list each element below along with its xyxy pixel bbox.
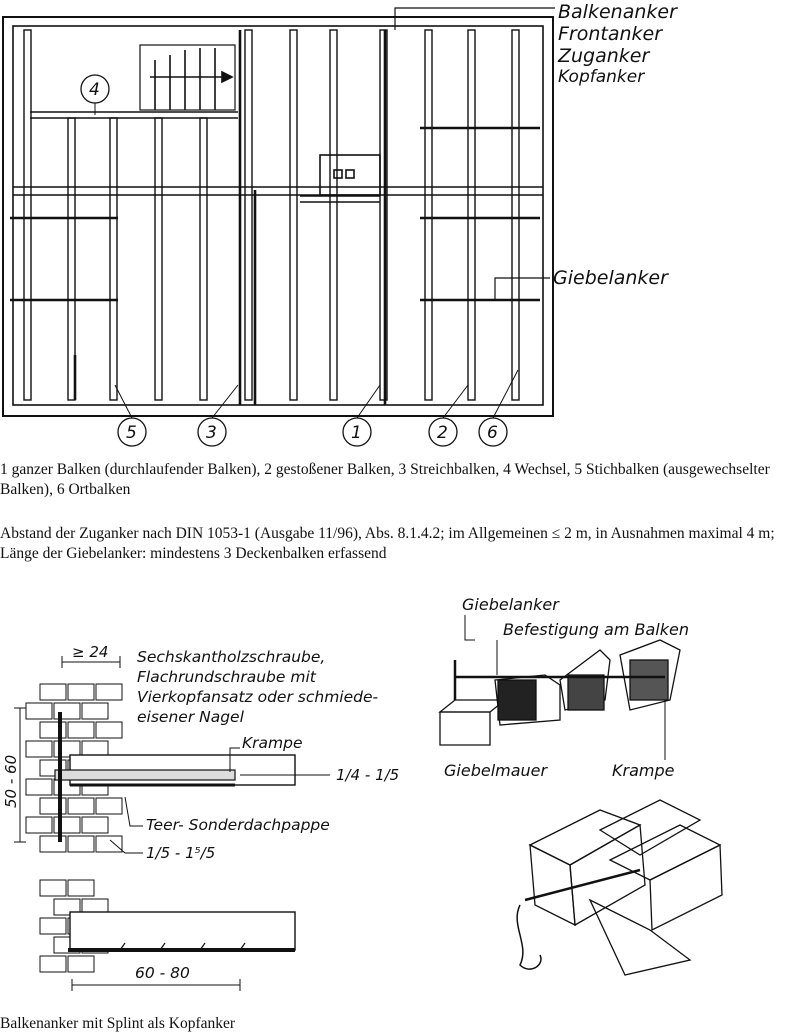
screw-line1: Sechskantholzschraube, (137, 648, 326, 666)
brick (26, 703, 52, 719)
brick (40, 798, 66, 814)
brick (68, 798, 94, 814)
label-giebelanker: Giebelanker (553, 267, 668, 289)
brick (68, 684, 94, 700)
brick (40, 918, 66, 934)
brick (82, 817, 108, 833)
joist (245, 30, 252, 400)
callout-1: 1 (351, 423, 362, 443)
screw-line2: Flachrundschraube mit (137, 668, 316, 686)
brick (96, 836, 122, 852)
label-krampe-left: Krampe (242, 734, 303, 752)
dim-side: 50 - 60 (2, 754, 20, 808)
joist (468, 30, 475, 400)
joist (330, 30, 337, 400)
brick (68, 956, 94, 972)
brick (54, 817, 80, 833)
callout-2: 2 (437, 423, 448, 443)
joist (200, 118, 207, 400)
label-giebelmauer: Giebelmauer (444, 761, 548, 780)
floor-plan (3, 17, 553, 416)
brick (96, 684, 122, 700)
label-teer: Teer- Sonderdachpappe (146, 816, 330, 834)
brick (82, 703, 108, 719)
label-frontanker: Frontanker (558, 23, 663, 45)
joist (155, 118, 162, 400)
brick (26, 741, 52, 757)
dim-top: ≥ 24 (72, 643, 109, 661)
size-2: 1/5 - 1⁵/5 (146, 844, 216, 862)
screw-line4: eisener Nagel (137, 708, 244, 726)
dim-bottom: 60 - 80 (135, 964, 190, 982)
brick (96, 798, 122, 814)
caption-3: Balkenanker mit Splint als Kopfanker (0, 1015, 236, 1032)
leader-giebelanker (495, 278, 550, 300)
callout-5: 5 (126, 423, 137, 443)
brick (26, 817, 52, 833)
label-kopfanker: Kopfanker (558, 67, 645, 87)
label-balkenanker: Balkenanker (558, 1, 677, 23)
callout-4: 4 (89, 80, 100, 100)
brick (40, 880, 66, 896)
label-krampe-right: Krampe (612, 761, 675, 780)
joist (24, 30, 31, 400)
callout-3: 3 (206, 423, 217, 443)
brick (68, 722, 94, 738)
brick (40, 956, 66, 972)
joist (512, 30, 519, 400)
caption-1: 1 ganzer Balken (durchlaufender Balken), 2 gestoßener Balken, 3 Streichbalken, 4 Wechsel, 5 Stichbalken (ausgewechselter Balken), 6 Ortbalken (0, 461, 770, 498)
joist (290, 30, 297, 400)
brick (54, 703, 80, 719)
brick (40, 836, 66, 852)
brick (68, 880, 94, 896)
screw-line3: Vierkopfansatz oder schmiede- (137, 688, 379, 706)
brick (96, 722, 122, 738)
brick (40, 684, 66, 700)
callout-6: 6 (487, 423, 498, 443)
label-befestigung: Befestigung am Balken (503, 620, 689, 639)
label-giebelanker-detail: Giebelanker (462, 595, 559, 614)
brick (26, 779, 52, 795)
caption-2: Abstand der Zuganker nach DIN 1053-1 (Ausgabe 11/96), Abs. 8.1.4.2; im Allgemeinen ≤ 2 m, in Ausnahmen maximal 4 m; Länge der Giebelanker: mindestens 3 Deckenbalken erfassend (0, 525, 775, 562)
brick (68, 836, 94, 852)
joist (110, 118, 117, 400)
brick (40, 722, 66, 738)
label-zuganker: Zuganker (558, 45, 650, 67)
joist (425, 30, 432, 400)
size-1: 1/4 - 1/5 (336, 766, 400, 784)
gable-anchor-detail (440, 615, 722, 975)
